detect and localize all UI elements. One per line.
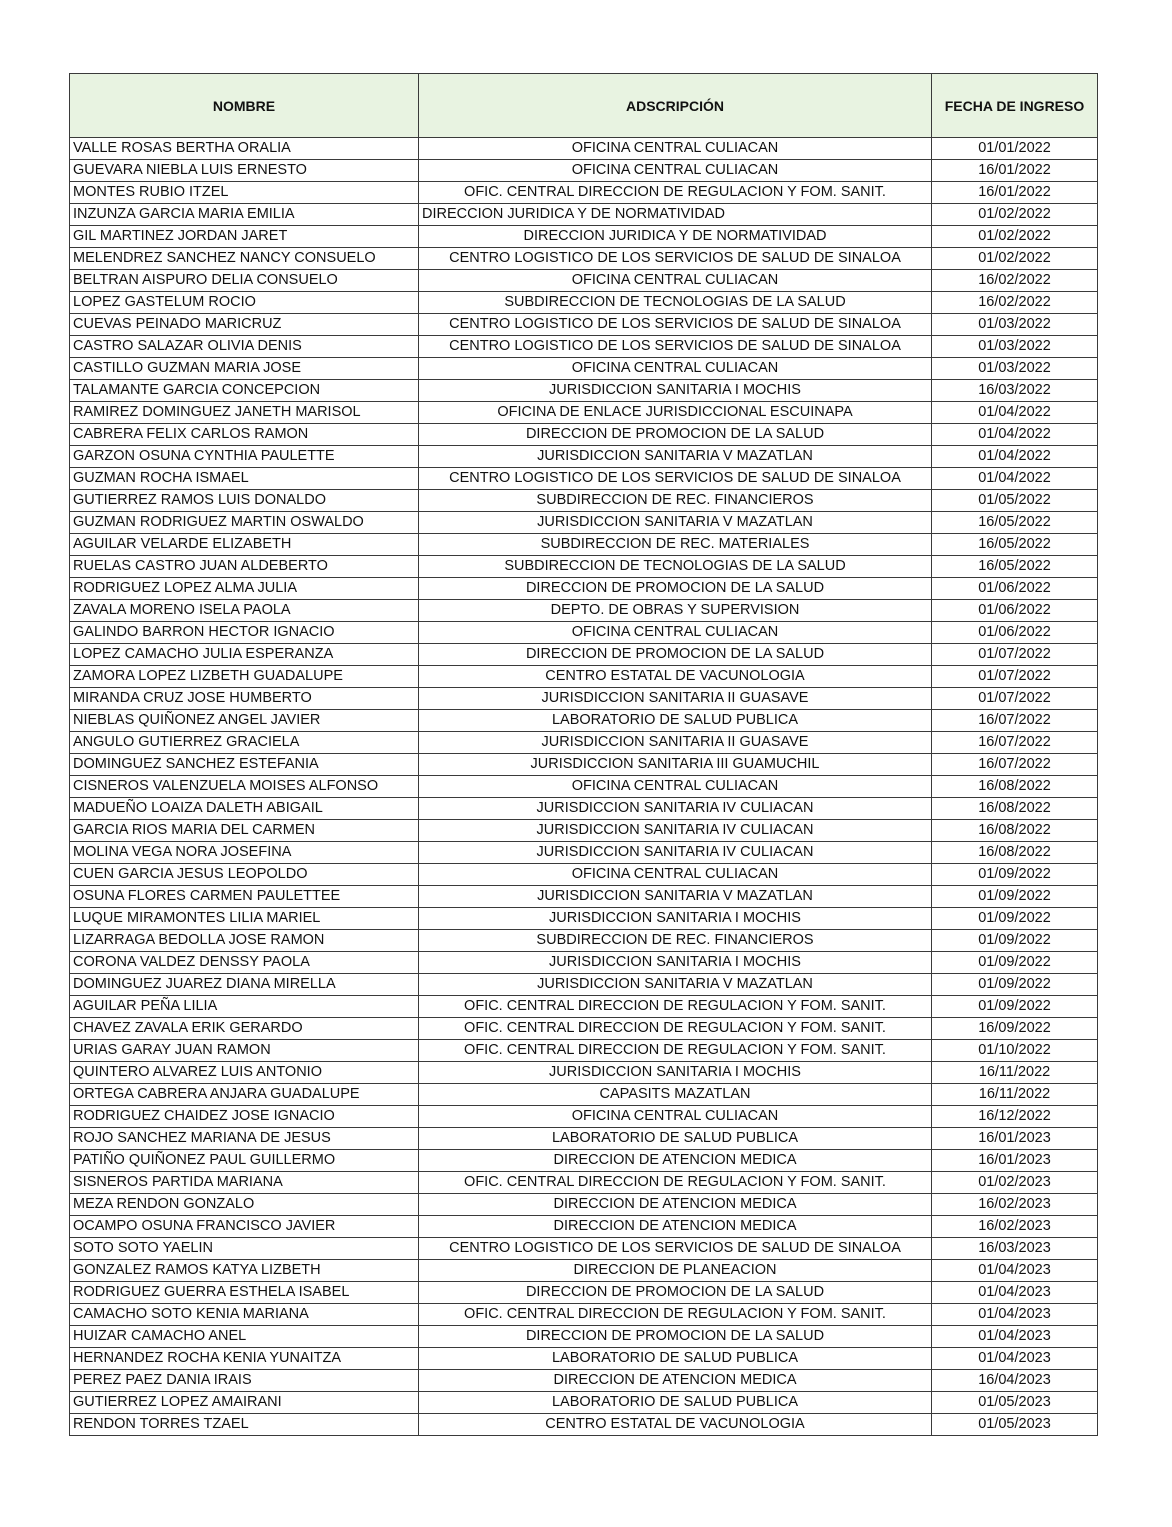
cell-nombre: SISNEROS PARTIDA MARIANA [70, 1172, 419, 1194]
cell-fecha-ingreso: 01/02/2022 [932, 226, 1098, 248]
table-row [70, 226, 1098, 248]
table-row [70, 930, 1098, 952]
cell-fecha-ingreso: 01/04/2023 [932, 1348, 1098, 1370]
cell-adscripcion: SUBDIRECCION DE TECNOLOGIAS DE LA SALUD [419, 556, 932, 578]
cell-adscripcion: OFICINA CENTRAL CULIACAN [419, 358, 932, 380]
cell-nombre: MELENDREZ SANCHEZ NANCY CONSUELO [70, 248, 419, 270]
table-row [70, 1018, 1098, 1040]
table-row [70, 468, 1098, 490]
cell-adscripcion: CENTRO ESTATAL DE VACUNOLOGIA [419, 1414, 932, 1436]
table-row [70, 1304, 1098, 1326]
cell-nombre: ROJO SANCHEZ MARIANA DE JESUS [70, 1128, 419, 1150]
cell-adscripcion: JURISDICCION SANITARIA II GUASAVE [419, 732, 932, 754]
cell-adscripcion: OFIC. CENTRAL DIRECCION DE REGULACION Y FOM. SANIT. [419, 1040, 932, 1062]
cell-fecha-ingreso: 16/07/2022 [932, 732, 1098, 754]
cell-fecha-ingreso: 16/08/2022 [932, 820, 1098, 842]
cell-nombre: MONTES RUBIO ITZEL [70, 182, 419, 204]
cell-fecha-ingreso: 16/01/2022 [932, 160, 1098, 182]
cell-nombre: MEZA RENDON GONZALO [70, 1194, 419, 1216]
table-row [70, 1260, 1098, 1282]
cell-fecha-ingreso: 01/09/2022 [932, 996, 1098, 1018]
cell-fecha-ingreso: 01/09/2022 [932, 864, 1098, 886]
cell-fecha-ingreso: 01/04/2023 [932, 1304, 1098, 1326]
cell-nombre: PEREZ PAEZ DANIA IRAIS [70, 1370, 419, 1392]
cell-adscripcion: OFICINA CENTRAL CULIACAN [419, 864, 932, 886]
cell-fecha-ingreso: 01/07/2022 [932, 688, 1098, 710]
cell-fecha-ingreso: 16/02/2022 [932, 270, 1098, 292]
table-row [70, 908, 1098, 930]
cell-fecha-ingreso: 01/04/2022 [932, 468, 1098, 490]
cell-nombre: GUZMAN RODRIGUEZ MARTIN OSWALDO [70, 512, 419, 534]
table-row [70, 1128, 1098, 1150]
cell-adscripcion: JURISDICCION SANITARIA IV CULIACAN [419, 842, 932, 864]
table-row [70, 974, 1098, 996]
table-row [70, 1216, 1098, 1238]
cell-fecha-ingreso: 16/01/2023 [932, 1150, 1098, 1172]
cell-nombre: AGUILAR VELARDE ELIZABETH [70, 534, 419, 556]
table-row [70, 666, 1098, 688]
cell-fecha-ingreso: 01/06/2022 [932, 600, 1098, 622]
table-row [70, 1370, 1098, 1392]
cell-fecha-ingreso: 01/09/2022 [932, 930, 1098, 952]
cell-nombre: GONZALEZ RAMOS KATYA LIZBETH [70, 1260, 419, 1282]
cell-adscripcion: OFIC. CENTRAL DIRECCION DE REGULACION Y FOM. SANIT. [419, 996, 932, 1018]
cell-fecha-ingreso: 16/02/2022 [932, 292, 1098, 314]
cell-adscripcion: CENTRO ESTATAL DE VACUNOLOGIA [419, 666, 932, 688]
cell-fecha-ingreso: 01/10/2022 [932, 1040, 1098, 1062]
cell-fecha-ingreso: 01/05/2023 [932, 1392, 1098, 1414]
header-fecha-ingreso: FECHA DE INGRESO [932, 74, 1098, 138]
cell-adscripcion: JURISDICCION SANITARIA V MAZATLAN [419, 974, 932, 996]
table-row [70, 710, 1098, 732]
cell-adscripcion: SUBDIRECCION DE REC. MATERIALES [419, 534, 932, 556]
cell-fecha-ingreso: 16/12/2022 [932, 1106, 1098, 1128]
cell-fecha-ingreso: 16/01/2023 [932, 1128, 1098, 1150]
cell-fecha-ingreso: 16/11/2022 [932, 1062, 1098, 1084]
cell-adscripcion: JURISDICCION SANITARIA IV CULIACAN [419, 798, 932, 820]
cell-fecha-ingreso: 16/02/2023 [932, 1194, 1098, 1216]
cell-adscripcion: CENTRO LOGISTICO DE LOS SERVICIOS DE SALUD DE SINALOA [419, 314, 932, 336]
cell-adscripcion: OFICINA CENTRAL CULIACAN [419, 270, 932, 292]
cell-adscripcion: JURISDICCION SANITARIA II GUASAVE [419, 688, 932, 710]
table-row [70, 1348, 1098, 1370]
cell-fecha-ingreso: 01/09/2022 [932, 952, 1098, 974]
table-row [70, 1040, 1098, 1062]
cell-fecha-ingreso: 01/04/2022 [932, 446, 1098, 468]
cell-adscripcion: DEPTO. DE OBRAS Y SUPERVISION [419, 600, 932, 622]
table-row [70, 820, 1098, 842]
table-row [70, 292, 1098, 314]
cell-fecha-ingreso: 16/08/2022 [932, 798, 1098, 820]
table-row [70, 270, 1098, 292]
cell-adscripcion: LABORATORIO DE SALUD PUBLICA [419, 1128, 932, 1150]
cell-nombre: CABRERA FELIX CARLOS RAMON [70, 424, 419, 446]
table-row [70, 1282, 1098, 1304]
cell-fecha-ingreso: 01/03/2022 [932, 336, 1098, 358]
cell-fecha-ingreso: 01/09/2022 [932, 886, 1098, 908]
cell-nombre: PATIÑO QUIÑONEZ PAUL GUILLERMO [70, 1150, 419, 1172]
cell-adscripcion: JURISDICCION SANITARIA V MAZATLAN [419, 446, 932, 468]
table-row [70, 490, 1098, 512]
table-row [70, 1150, 1098, 1172]
table-row [70, 600, 1098, 622]
table-row [70, 864, 1098, 886]
cell-fecha-ingreso: 16/09/2022 [932, 1018, 1098, 1040]
table-row [70, 996, 1098, 1018]
table-row [70, 1062, 1098, 1084]
cell-fecha-ingreso: 01/03/2022 [932, 358, 1098, 380]
cell-adscripcion: CENTRO LOGISTICO DE LOS SERVICIOS DE SALUD DE SINALOA [419, 468, 932, 490]
cell-nombre: GARZON OSUNA CYNTHIA PAULETTE [70, 446, 419, 468]
cell-nombre: CASTRO SALAZAR OLIVIA DENIS [70, 336, 419, 358]
cell-nombre: TALAMANTE GARCIA CONCEPCION [70, 380, 419, 402]
cell-adscripcion: OFICINA CENTRAL CULIACAN [419, 1106, 932, 1128]
cell-nombre: CORONA VALDEZ DENSSY PAOLA [70, 952, 419, 974]
cell-nombre: ORTEGA CABRERA ANJARA GUADALUPE [70, 1084, 419, 1106]
cell-nombre: SOTO SOTO YAELIN [70, 1238, 419, 1260]
cell-adscripcion: JURISDICCION SANITARIA I MOCHIS [419, 380, 932, 402]
table-row [70, 732, 1098, 754]
cell-fecha-ingreso: 01/05/2023 [932, 1414, 1098, 1436]
table-row [70, 314, 1098, 336]
cell-nombre: HERNANDEZ ROCHA KENIA YUNAITZA [70, 1348, 419, 1370]
cell-nombre: CUEVAS PEINADO MARICRUZ [70, 314, 419, 336]
cell-fecha-ingreso: 01/02/2022 [932, 248, 1098, 270]
cell-adscripcion: CENTRO LOGISTICO DE LOS SERVICIOS DE SALUD DE SINALOA [419, 336, 932, 358]
cell-adscripcion: OFIC. CENTRAL DIRECCION DE REGULACION Y FOM. SANIT. [419, 1172, 932, 1194]
employee-table-container [69, 73, 1097, 1436]
cell-adscripcion: JURISDICCION SANITARIA I MOCHIS [419, 908, 932, 930]
cell-adscripcion: LABORATORIO DE SALUD PUBLICA [419, 710, 932, 732]
cell-adscripcion: LABORATORIO DE SALUD PUBLICA [419, 1392, 932, 1414]
cell-adscripcion: JURISDICCION SANITARIA I MOCHIS [419, 952, 932, 974]
cell-adscripcion: OFIC. CENTRAL DIRECCION DE REGULACION Y FOM. SANIT. [419, 1304, 932, 1326]
cell-adscripcion: OFICINA CENTRAL CULIACAN [419, 776, 932, 798]
cell-fecha-ingreso: 01/04/2023 [932, 1326, 1098, 1348]
table-row [70, 182, 1098, 204]
table-row [70, 1106, 1098, 1128]
cell-fecha-ingreso: 01/01/2022 [932, 138, 1098, 160]
cell-adscripcion: CENTRO LOGISTICO DE LOS SERVICIOS DE SALUD DE SINALOA [419, 248, 932, 270]
cell-fecha-ingreso: 16/05/2022 [932, 556, 1098, 578]
cell-fecha-ingreso: 01/07/2022 [932, 644, 1098, 666]
table-row [70, 556, 1098, 578]
cell-nombre: LIZARRAGA BEDOLLA JOSE RAMON [70, 930, 419, 952]
table-row [70, 160, 1098, 182]
cell-fecha-ingreso: 01/04/2022 [932, 424, 1098, 446]
cell-adscripcion: DIRECCION DE PROMOCION DE LA SALUD [419, 578, 932, 600]
cell-fecha-ingreso: 16/05/2022 [932, 534, 1098, 556]
cell-adscripcion: DIRECCION DE ATENCION MEDICA [419, 1150, 932, 1172]
cell-nombre: DOMINGUEZ JUAREZ DIANA MIRELLA [70, 974, 419, 996]
cell-adscripcion: CAPASITS MAZATLAN [419, 1084, 932, 1106]
table-row [70, 1172, 1098, 1194]
cell-nombre: ZAMORA LOPEZ LIZBETH GUADALUPE [70, 666, 419, 688]
cell-adscripcion: JURISDICCION SANITARIA III GUAMUCHIL [419, 754, 932, 776]
table-row [70, 336, 1098, 358]
table-row [70, 1392, 1098, 1414]
cell-adscripcion: DIRECCION DE ATENCION MEDICA [419, 1370, 932, 1392]
table-row [70, 798, 1098, 820]
cell-nombre: CHAVEZ ZAVALA ERIK GERARDO [70, 1018, 419, 1040]
cell-fecha-ingreso: 16/02/2023 [932, 1216, 1098, 1238]
cell-adscripcion: JURISDICCION SANITARIA V MAZATLAN [419, 886, 932, 908]
cell-fecha-ingreso: 16/05/2022 [932, 512, 1098, 534]
cell-adscripcion: JURISDICCION SANITARIA V MAZATLAN [419, 512, 932, 534]
cell-nombre: LOPEZ CAMACHO JULIA ESPERANZA [70, 644, 419, 666]
cell-nombre: LOPEZ GASTELUM ROCIO [70, 292, 419, 314]
table-row [70, 1238, 1098, 1260]
cell-nombre: RUELAS CASTRO JUAN ALDEBERTO [70, 556, 419, 578]
table-row [70, 1084, 1098, 1106]
cell-fecha-ingreso: 16/03/2022 [932, 380, 1098, 402]
table-row [70, 622, 1098, 644]
cell-adscripcion: DIRECCION DE PROMOCION DE LA SALUD [419, 1326, 932, 1348]
cell-nombre: URIAS GARAY JUAN RAMON [70, 1040, 419, 1062]
cell-adscripcion: SUBDIRECCION DE REC. FINANCIEROS [419, 930, 932, 952]
cell-fecha-ingreso: 16/03/2023 [932, 1238, 1098, 1260]
cell-nombre: MOLINA VEGA NORA JOSEFINA [70, 842, 419, 864]
cell-nombre: DOMINGUEZ SANCHEZ ESTEFANIA [70, 754, 419, 776]
cell-nombre: NIEBLAS QUIÑONEZ ANGEL JAVIER [70, 710, 419, 732]
header-adscripcion: ADSCRIPCIÓN [419, 74, 932, 138]
cell-fecha-ingreso: 01/09/2022 [932, 908, 1098, 930]
cell-fecha-ingreso: 01/09/2022 [932, 974, 1098, 996]
cell-adscripcion: OFIC. CENTRAL DIRECCION DE REGULACION Y FOM. SANIT. [419, 1018, 932, 1040]
table-row [70, 886, 1098, 908]
cell-adscripcion: DIRECCION DE PROMOCION DE LA SALUD [419, 644, 932, 666]
cell-fecha-ingreso: 01/04/2023 [932, 1282, 1098, 1304]
cell-nombre: RODRIGUEZ CHAIDEZ JOSE IGNACIO [70, 1106, 419, 1128]
cell-nombre: GALINDO BARRON HECTOR IGNACIO [70, 622, 419, 644]
cell-nombre: GUZMAN ROCHA ISMAEL [70, 468, 419, 490]
cell-nombre: CAMACHO SOTO KENIA MARIANA [70, 1304, 419, 1326]
cell-fecha-ingreso: 16/08/2022 [932, 776, 1098, 798]
table-row [70, 402, 1098, 424]
table-row [70, 248, 1098, 270]
cell-nombre: RODRIGUEZ LOPEZ ALMA JULIA [70, 578, 419, 600]
cell-fecha-ingreso: 01/04/2023 [932, 1260, 1098, 1282]
cell-nombre: MADUEÑO LOAIZA DALETH ABIGAIL [70, 798, 419, 820]
table-row [70, 688, 1098, 710]
table-row [70, 842, 1098, 864]
cell-fecha-ingreso: 01/04/2022 [932, 402, 1098, 424]
table-row [70, 754, 1098, 776]
table-row [70, 1326, 1098, 1348]
cell-fecha-ingreso: 01/02/2022 [932, 204, 1098, 226]
header-nombre: NOMBRE [70, 74, 419, 138]
table-row [70, 512, 1098, 534]
cell-nombre: VALLE ROSAS BERTHA ORALIA [70, 138, 419, 160]
cell-nombre: BELTRAN AISPURO DELIA CONSUELO [70, 270, 419, 292]
cell-adscripcion: DIRECCION DE PROMOCION DE LA SALUD [419, 424, 932, 446]
cell-fecha-ingreso: 01/03/2022 [932, 314, 1098, 336]
table-header-row [70, 74, 1098, 138]
employee-table [69, 73, 1098, 1436]
cell-nombre: GUTIERREZ RAMOS LUIS DONALDO [70, 490, 419, 512]
table-row [70, 380, 1098, 402]
cell-nombre: RENDON TORRES TZAEL [70, 1414, 419, 1436]
cell-fecha-ingreso: 16/04/2023 [932, 1370, 1098, 1392]
cell-nombre: RAMIREZ DOMINGUEZ JANETH MARISOL [70, 402, 419, 424]
cell-adscripcion: JURISDICCION SANITARIA I MOCHIS [419, 1062, 932, 1084]
cell-adscripcion: OFICINA DE ENLACE JURISDICCIONAL ESCUINAPA [419, 402, 932, 424]
cell-adscripcion: CENTRO LOGISTICO DE LOS SERVICIOS DE SALUD DE SINALOA [419, 1238, 932, 1260]
cell-fecha-ingreso: 16/07/2022 [932, 754, 1098, 776]
cell-adscripcion: SUBDIRECCION DE REC. FINANCIEROS [419, 490, 932, 512]
table-row [70, 776, 1098, 798]
cell-fecha-ingreso: 01/02/2023 [932, 1172, 1098, 1194]
cell-nombre: AGUILAR PEÑA LILIA [70, 996, 419, 1018]
cell-nombre: ZAVALA MORENO ISELA PAOLA [70, 600, 419, 622]
cell-adscripcion: OFIC. CENTRAL DIRECCION DE REGULACION Y FOM. SANIT. [419, 182, 932, 204]
cell-nombre: OSUNA FLORES CARMEN PAULETTEE [70, 886, 419, 908]
cell-adscripcion: DIRECCION DE ATENCION MEDICA [419, 1194, 932, 1216]
cell-adscripcion: LABORATORIO DE SALUD PUBLICA [419, 1348, 932, 1370]
cell-fecha-ingreso: 16/11/2022 [932, 1084, 1098, 1106]
cell-nombre: MIRANDA CRUZ JOSE HUMBERTO [70, 688, 419, 710]
cell-nombre: OCAMPO OSUNA FRANCISCO JAVIER [70, 1216, 419, 1238]
cell-adscripcion: SUBDIRECCION DE TECNOLOGIAS DE LA SALUD [419, 292, 932, 314]
table-row [70, 1194, 1098, 1216]
cell-adscripcion: DIRECCION DE ATENCION MEDICA [419, 1216, 932, 1238]
cell-nombre: QUINTERO ALVAREZ LUIS ANTONIO [70, 1062, 419, 1084]
cell-adscripcion: OFICINA CENTRAL CULIACAN [419, 138, 932, 160]
cell-nombre: CISNEROS VALENZUELA MOISES ALFONSO [70, 776, 419, 798]
cell-adscripcion: OFICINA CENTRAL CULIACAN [419, 160, 932, 182]
table-row [70, 644, 1098, 666]
cell-nombre: HUIZAR CAMACHO ANEL [70, 1326, 419, 1348]
table-row [70, 534, 1098, 556]
table-row [70, 138, 1098, 160]
cell-nombre: GARCIA RIOS MARIA DEL CARMEN [70, 820, 419, 842]
cell-fecha-ingreso: 16/01/2022 [932, 182, 1098, 204]
table-row [70, 424, 1098, 446]
cell-nombre: GIL MARTINEZ JORDAN JARET [70, 226, 419, 248]
cell-nombre: RODRIGUEZ GUERRA ESTHELA ISABEL [70, 1282, 419, 1304]
cell-fecha-ingreso: 01/06/2022 [932, 578, 1098, 600]
table-row [70, 952, 1098, 974]
table-row [70, 578, 1098, 600]
cell-adscripcion: OFICINA CENTRAL CULIACAN [419, 622, 932, 644]
table-row [70, 204, 1098, 226]
cell-adscripcion: DIRECCION JURIDICA Y DE NORMATIVIDAD [419, 226, 932, 248]
cell-nombre: ANGULO GUTIERREZ GRACIELA [70, 732, 419, 754]
cell-nombre: CASTILLO GUZMAN MARIA JOSE [70, 358, 419, 380]
cell-adscripcion: DIRECCION DE PROMOCION DE LA SALUD [419, 1282, 932, 1304]
cell-nombre: GUTIERREZ LOPEZ AMAIRANI [70, 1392, 419, 1414]
table-row [70, 446, 1098, 468]
cell-fecha-ingreso: 16/08/2022 [932, 842, 1098, 864]
table-row [70, 358, 1098, 380]
cell-fecha-ingreso: 01/05/2022 [932, 490, 1098, 512]
cell-nombre: GUEVARA NIEBLA LUIS ERNESTO [70, 160, 419, 182]
cell-adscripcion: DIRECCION DE PLANEACION [419, 1260, 932, 1282]
cell-nombre: CUEN GARCIA JESUS LEOPOLDO [70, 864, 419, 886]
cell-fecha-ingreso: 01/06/2022 [932, 622, 1098, 644]
cell-adscripcion: DIRECCION JURIDICA Y DE NORMATIVIDAD [419, 204, 932, 226]
table-row [70, 1414, 1098, 1436]
cell-nombre: LUQUE MIRAMONTES LILIA MARIEL [70, 908, 419, 930]
cell-fecha-ingreso: 16/07/2022 [932, 710, 1098, 732]
cell-adscripcion: JURISDICCION SANITARIA IV CULIACAN [419, 820, 932, 842]
cell-nombre: INZUNZA GARCIA MARIA EMILIA [70, 204, 419, 226]
table-body [70, 138, 1098, 1436]
cell-fecha-ingreso: 01/07/2022 [932, 666, 1098, 688]
